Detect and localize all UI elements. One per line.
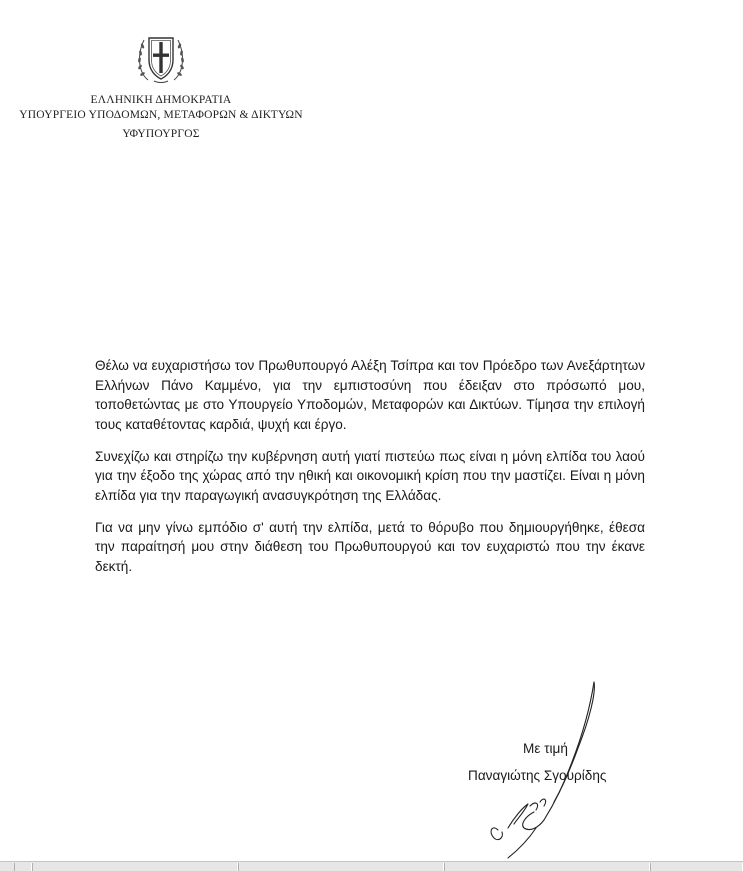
paragraph-1: Θέλω να ευχαριστήσω τον Πρωθυπουργό Αλέξη Τσίπρα και τον Πρόεδρο των Ανεξάρτητων Ελλήνων Πάνο Καμμένο, για την εμπιστοσύνη που έδειξαν στο πρόσωπό μου, τοποθετώντας με στο Υπουργείο Υποδομών, Μεταφορών και Δικτύων. Τίμησα την επιλογή τους καταθέτοντας καρδιά, ψυχή και έργο.: [95, 358, 645, 432]
viewer-bottom-bar: [0, 861, 743, 871]
paragraph-2: Συνεχίζω και στηρίζω την κυβέρνηση αυτή γιατί πιστεύω πως είναι η μόνη ελπίδα του λαού για την έξοδο της χώρας από την ηθική και οικονομική κρίση που την μαστίζει. Είναι η μόνη ελπίδα για την παραγωγική ανασυγκρότηση της Ελλάδας.: [95, 448, 645, 503]
handwritten-signature-icon: [478, 678, 618, 863]
signer-name: Παναγιώτης Σγουρίδης: [468, 768, 607, 783]
letterhead-ministry: ΥΠΟΥΡΓΕΙΟ ΥΠΟΔΟΜΩΝ, ΜΕΤΑΦΟΡΩΝ & ΔΙΚΤΥΩΝ: [19, 109, 303, 121]
greek-coat-of-arms-icon: [134, 30, 188, 86]
paragraph-3: Για να μην γίνω εμπόδιο σ' αυτή την ελπίδα, μετά το θόρυβο που δημιουργήθηκε, έθεσα την παραίτησή μου στην διάθεση του Πρωθυπουργού και τον ευχαριστώ που την έκανε δεκτή.: [95, 519, 645, 574]
bar-segment: [238, 863, 444, 871]
letter-body: [95, 356, 645, 589]
closing-salutation: Με τιμή: [523, 741, 568, 756]
bar-segment: [14, 863, 32, 871]
letterhead-country: ΕΛΛΗΝΙΚΗ ΔΗΜΟΚΡΑΤΙΑ: [90, 94, 232, 106]
letterhead-office: ΥΦΥΠΟΥΡΓΟΣ: [122, 128, 200, 140]
bar-segment: [32, 863, 238, 871]
bar-segment: [650, 863, 743, 871]
bar-segment: [444, 863, 650, 871]
